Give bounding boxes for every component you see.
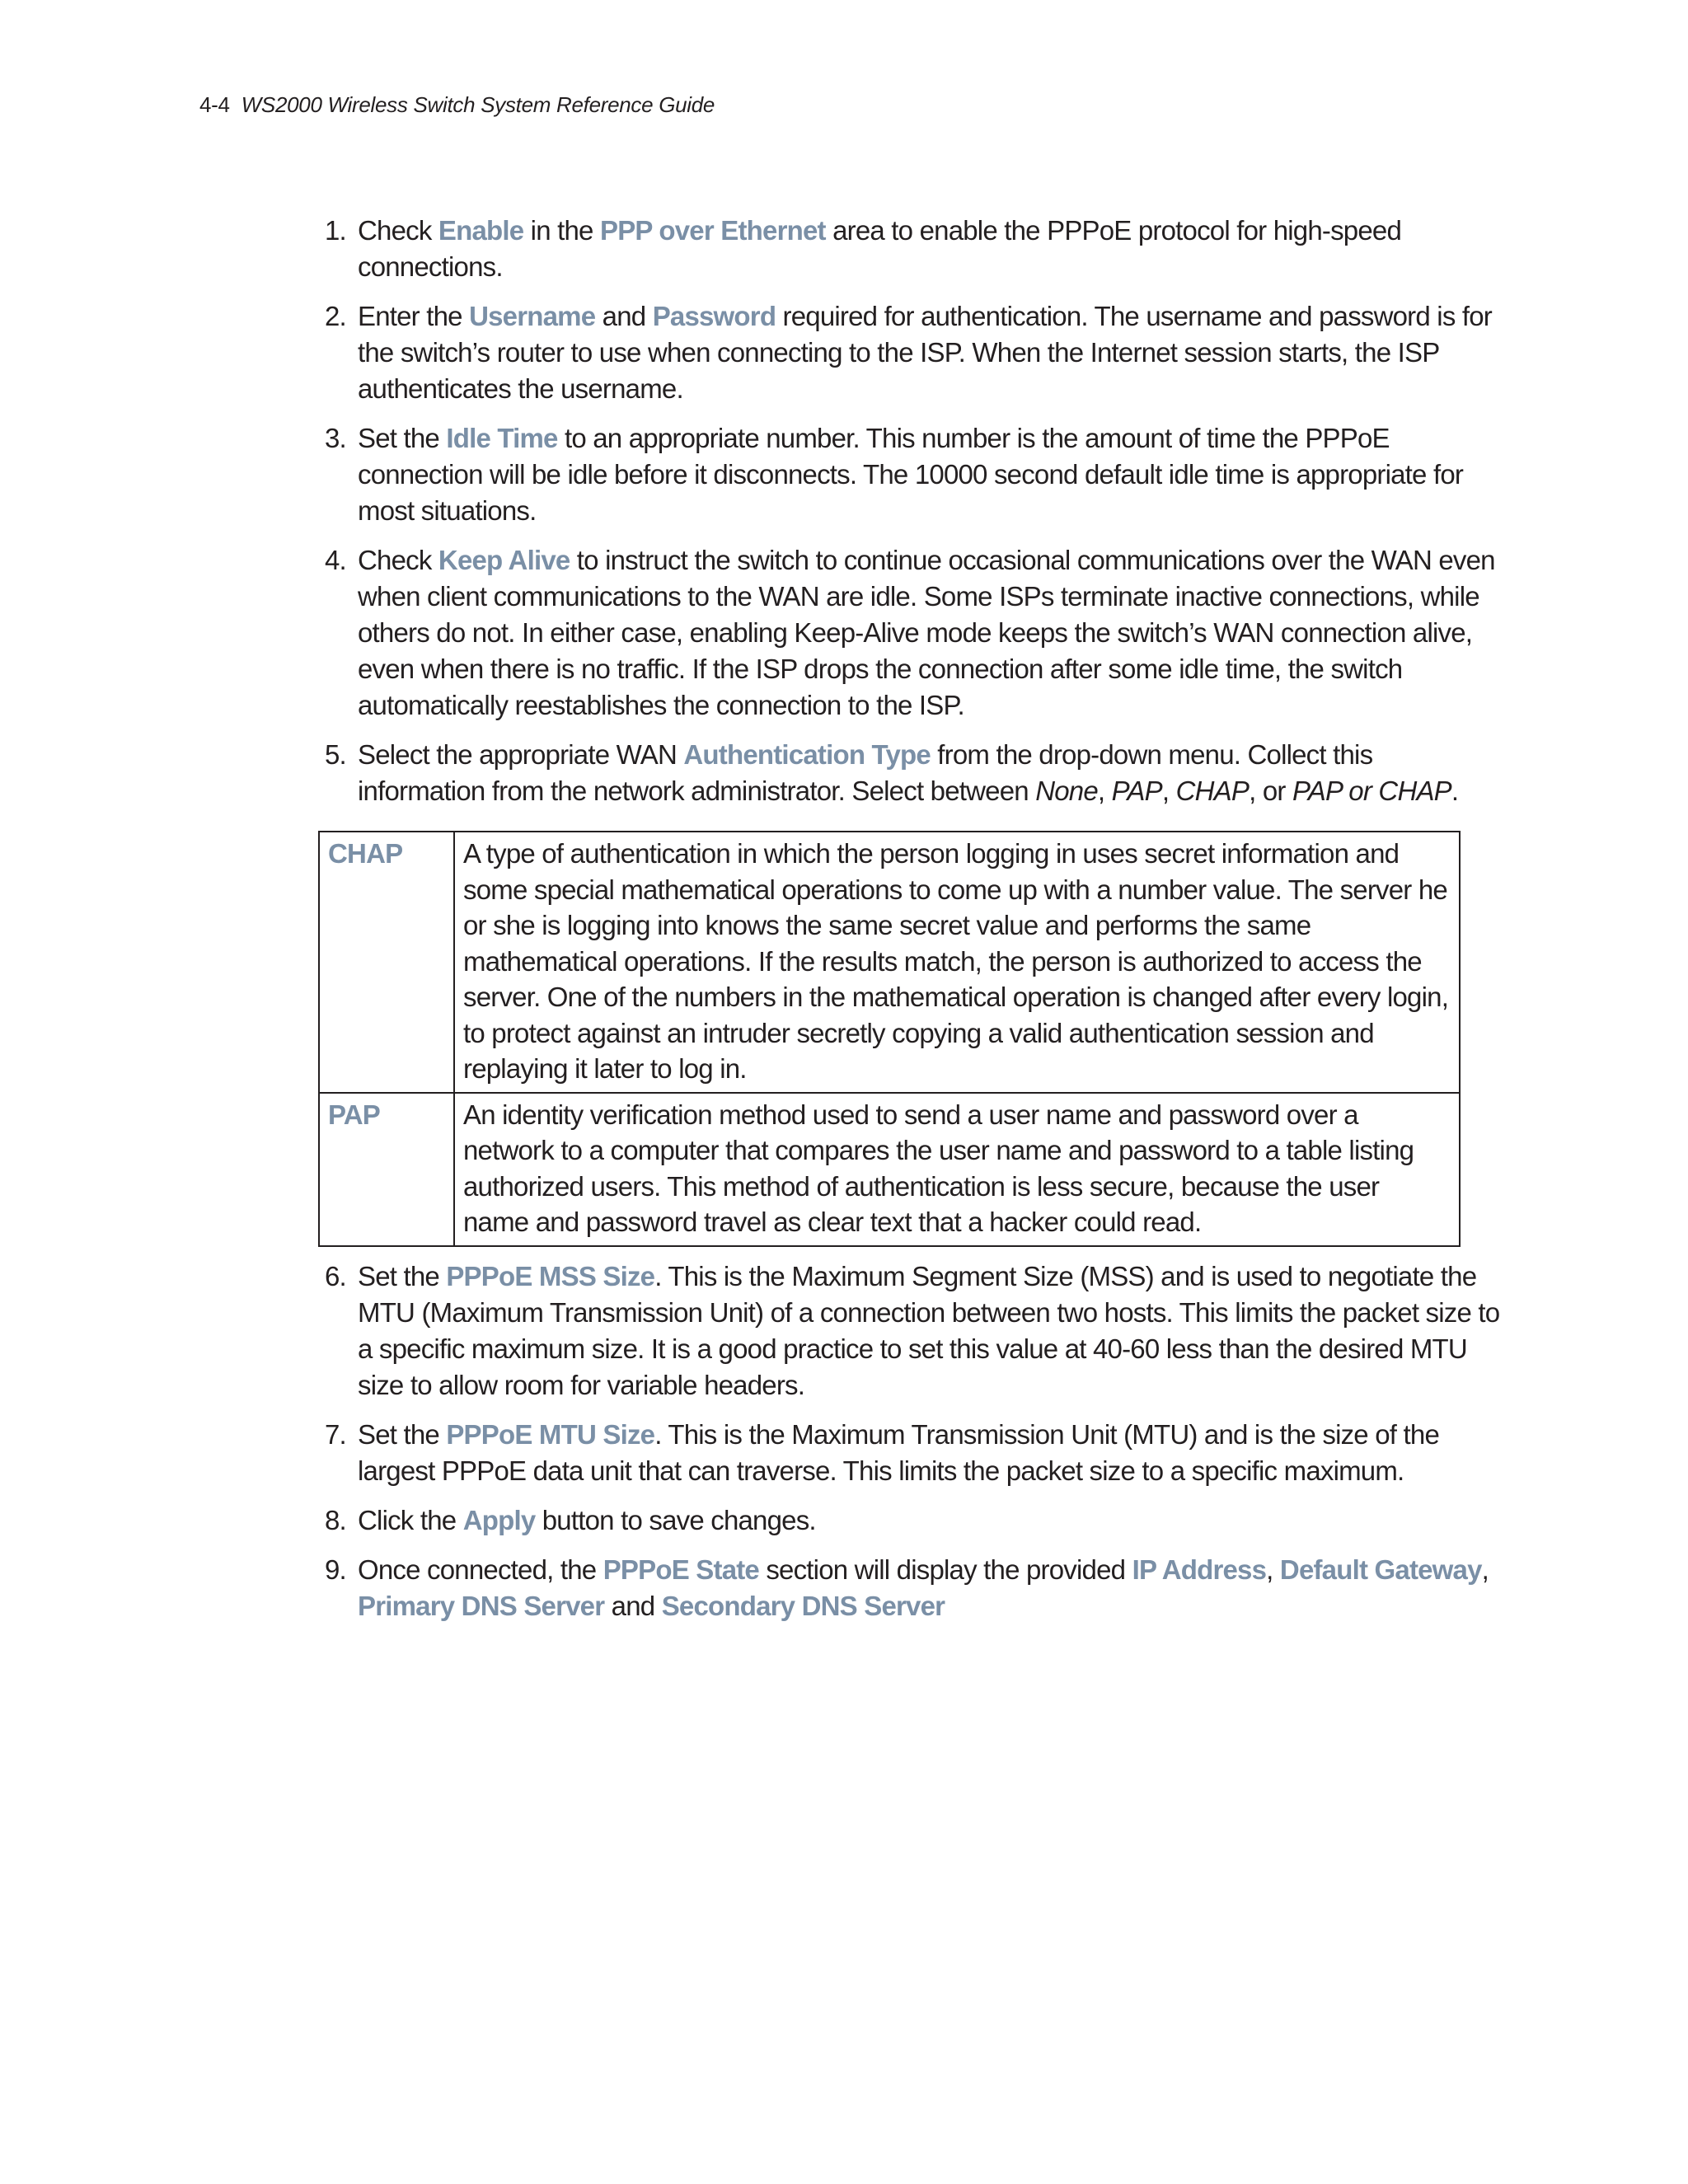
option-name: CHAP — [1175, 776, 1250, 806]
step-item — [325, 737, 1503, 809]
step-item — [325, 213, 1503, 285]
step-item — [325, 1258, 1503, 1404]
ui-term: Secondary DNS Server — [661, 1590, 945, 1621]
text-run: , or — [1249, 776, 1292, 806]
text-run: required for authentication. The username and password is for the switch’s router to use when connecting to the ISP. When the Internet session starts, the ISP authenticates the username. — [358, 301, 1492, 404]
text-run: Enter the — [358, 301, 470, 331]
ui-term: Idle Time — [446, 423, 558, 453]
ui-term: Keep Alive — [438, 545, 570, 575]
step-text — [358, 301, 1492, 404]
step-text — [358, 1505, 816, 1535]
text-run: and — [595, 301, 653, 331]
text-run: , — [1266, 1554, 1280, 1585]
ui-term: PPPoE MTU Size — [446, 1418, 655, 1450]
text-run: Check — [358, 215, 438, 246]
text-run: . This is the Maximum Segment Size (MSS) and is used to negotiate the MTU (Maximum Transmission Unit) of a connection between two hosts. This limits the packet size to a specific maximum size. It is a good practice to set this value at 40-60 less than the desired MTU size to allow room for variable headers. — [358, 1260, 1500, 1400]
text-run: section will display the provided — [758, 1554, 1132, 1585]
ui-term: PPPoE MSS Size — [446, 1260, 655, 1291]
auth-type-term: PAP — [319, 1093, 454, 1246]
text-run: Set the — [358, 1418, 447, 1450]
option-name: PAP — [1111, 776, 1162, 806]
step-item — [325, 542, 1503, 724]
text-run: Set the — [358, 1260, 447, 1291]
step-text — [358, 1261, 1499, 1400]
step-text — [358, 739, 1458, 806]
ui-term: Authentication Type — [683, 739, 931, 770]
option-name: PAP or CHAP — [1292, 776, 1451, 806]
step-text — [358, 423, 1463, 526]
step-text — [358, 215, 1401, 282]
ui-term: Primary DNS Server — [358, 1590, 605, 1621]
text-run: to an appropriate number. This number is the amount of time the PPPoE connection will be idle before it disconnects. The 10000 second default idle time is appropriate for most situations. — [358, 423, 1464, 526]
text-run: Check — [358, 545, 438, 575]
step-item — [325, 298, 1503, 407]
ui-term: PPPoE State — [603, 1554, 759, 1585]
text-run: from the drop-down menu. Collect this information from the network administrator. Select between — [358, 739, 1373, 806]
step-number: 6. — [325, 1260, 346, 1291]
authentication-type-table — [318, 831, 1461, 1247]
ui-term: Apply — [462, 1504, 536, 1535]
step-text — [358, 1554, 1489, 1621]
text-run: Select the appropriate WAN — [358, 739, 684, 770]
option-name: None — [1035, 776, 1098, 806]
step-number: 7. — [325, 1418, 346, 1450]
step-number: 9. — [325, 1554, 346, 1585]
auth-type-term: CHAP — [319, 832, 454, 1093]
step-number: 1. — [325, 215, 346, 246]
text-run: , — [1481, 1554, 1489, 1585]
text-run: and — [604, 1590, 662, 1621]
ui-term: Default Gateway — [1279, 1554, 1482, 1585]
main-content — [325, 213, 1503, 1638]
step-text — [358, 545, 1495, 720]
step-number: 5. — [325, 739, 346, 770]
ui-term: Enable — [438, 215, 524, 246]
page-number: 4-4 — [199, 92, 230, 117]
auth-type-definition: An identity verification method used to send a user name and password over a network to a computer that compares the user name and password to a table listing authorized users. This method of authentication is less secure, because the user name and password travel as clear text that a hacker could read. — [454, 1093, 1460, 1246]
text-run: . This is the Maximum Transmission Unit (MTU) and is the size of the largest PPPoE data unit that can traverse. This limits the packet size to a specific maximum. — [358, 1418, 1439, 1486]
step-item — [325, 1417, 1503, 1489]
ui-term: IP Address — [1132, 1554, 1267, 1585]
text-run: button to save changes. — [535, 1504, 816, 1535]
text-run: to instruct the switch to continue occasional communications over the WAN even when client communications to the WAN are idle. Some ISPs terminate inactive connections, while others do not. In either case, enabling Keep-Alive mode keeps the switch’s WAN connection alive, even when there is no traffic. If the ISP drops the connection after some idle time, the switch automatically reestablishes the connection to the ISP. — [358, 545, 1495, 720]
step-number: 4. — [325, 545, 346, 575]
page-header — [199, 92, 715, 118]
step-text — [358, 1419, 1439, 1486]
step-item — [325, 420, 1503, 529]
text-run: Set the — [358, 423, 447, 453]
text-run: . — [1451, 776, 1459, 806]
table-row — [319, 1093, 1460, 1246]
step-item — [325, 1552, 1503, 1624]
step-number: 2. — [325, 301, 346, 331]
text-run: in the — [523, 215, 600, 246]
ui-term: Username — [469, 301, 596, 331]
step-number: 8. — [325, 1504, 346, 1535]
table-row — [319, 832, 1460, 1093]
text-run: , — [1161, 776, 1176, 806]
step-item — [325, 1502, 1503, 1539]
document-title: WS2000 Wireless Switch System Reference Guide — [241, 92, 715, 117]
step-number: 3. — [325, 423, 346, 453]
text-run: , — [1097, 776, 1112, 806]
auth-type-definition: A type of authentication in which the person logging in uses secret information and some special mathematical operations to come up with a number value. The server he or she is logging into knows the same secret value and performs the same mathematical operations. If the results match, the person is authorized to access the server. One of the numbers in the mathematical operation is changed after every login, to protect against an intruder secretly copying a valid authentication session and replaying it later to log in. — [454, 832, 1460, 1093]
ui-term: Password — [652, 301, 776, 331]
text-run: area to enable the PPPoE protocol for high-speed connections. — [358, 215, 1402, 282]
text-run: Click the — [358, 1504, 463, 1535]
steps-list-continued — [325, 1258, 1503, 1624]
text-run: Once connected, the — [358, 1554, 603, 1585]
ui-term: PPP over Ethernet — [599, 215, 826, 246]
steps-list — [325, 213, 1503, 809]
